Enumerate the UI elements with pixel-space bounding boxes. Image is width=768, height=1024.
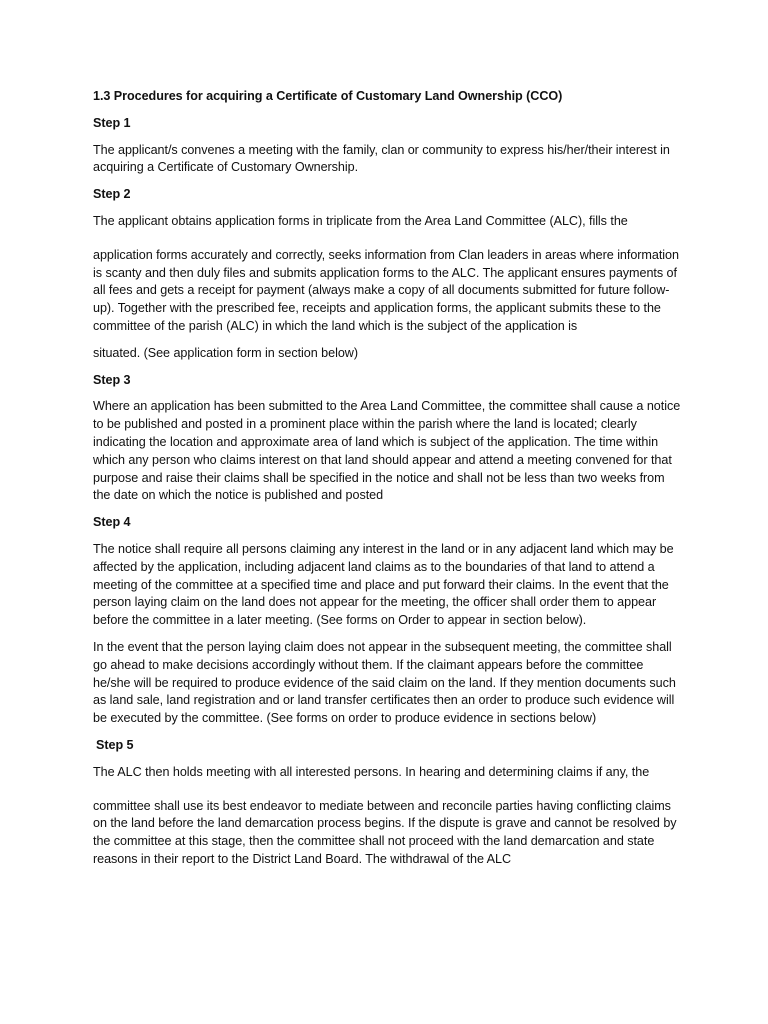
step-1-paragraph: The applicant/s convenes a meeting with the family, clan or community to express his/her/their interest in acquiring a Certificate of Customary Ownership. bbox=[93, 142, 670, 175]
document-title: 1.3 Procedures for acquiring a Certificate of Customary Land Ownership (CCO) bbox=[93, 89, 563, 103]
step-4-heading: Step 4 bbox=[93, 515, 131, 530]
step-2-paragraph-3: situated. (See application form in section below) bbox=[93, 345, 358, 360]
step-2-paragraph-2: application forms accurately and correctly, seeks information from Clan leaders in areas where information is scanty and then duly files and submits application forms to the ALC. The applicant ensures payments of all fees and gets a receipt for payment (always make a copy of all documents submitted for future follow-up). Together with the prescribed fee, receipts and application forms, the applicant submits these to the committee of the parish (ALC) in which the land which is the subject of the application is bbox=[93, 247, 679, 333]
step-5-heading: Step 5 bbox=[96, 737, 134, 752]
step-5-paragraph-1: The ALC then holds meeting with all interested persons. In hearing and determining claims if any, the bbox=[93, 764, 650, 779]
step-5-paragraph-2: committee shall use its best endeavor to mediate between and reconcile parties having conflicting claims on the land before the land demarcation process begins. If the dispute is grave and cannot be resolved by the committee at this stage, then the committee shall not proceed with the land demarcation and state reasons in their report to the District Land Board. The withdrawal of the ALC bbox=[93, 798, 677, 866]
step-1-heading: Step 1 bbox=[93, 115, 131, 130]
step-3-paragraph: Where an application has been submitted to the Area Land Committee, the committee shall cause a notice to be published and posted in a prominent place within the parish where the land is located; clearly indicating the location and approximate area of land which is subject of the application. The time within which any person who claims interest on that land should appear and attend a meeting convened for that purpose and raise their claims shall be specified in the notice and shall not be less than two weeks from the date on which the notice is published and posted bbox=[93, 399, 681, 503]
step-2-paragraph-1: The applicant obtains application forms in triplicate from the Area Land Committee (ALC), fills the bbox=[93, 213, 628, 228]
document-page bbox=[93, 88, 683, 878]
step-4-paragraph-2: In the event that the person laying claim does not appear in the subsequent meeting, the committee shall go ahead to make decisions accordingly without them. If the claimant appears before the committee he/she will be required to produce evidence of the said claim on the land. If they mention documents such as land sale, land registration and or land transfer certificates then an order to produce such evidence will be executed by the committee. (See forms on order to produce evidence in sections below) bbox=[93, 639, 676, 726]
step-3-heading: Step 3 bbox=[93, 372, 131, 387]
step-2-heading: Step 2 bbox=[93, 187, 131, 202]
step-4-paragraph-1: The notice shall require all persons claiming any interest in the land or in any adjacent land which may be affected by the application, including adjacent land claims as to the boundaries of that land to attend a meeting of the committee at a specified time and place and put forward their claims. In the event that the person laying claim on the land does not appear for the meeting, the officer shall order them to appear before the committee in a later meeting. (See forms on Order to appear in section below). bbox=[93, 541, 674, 628]
